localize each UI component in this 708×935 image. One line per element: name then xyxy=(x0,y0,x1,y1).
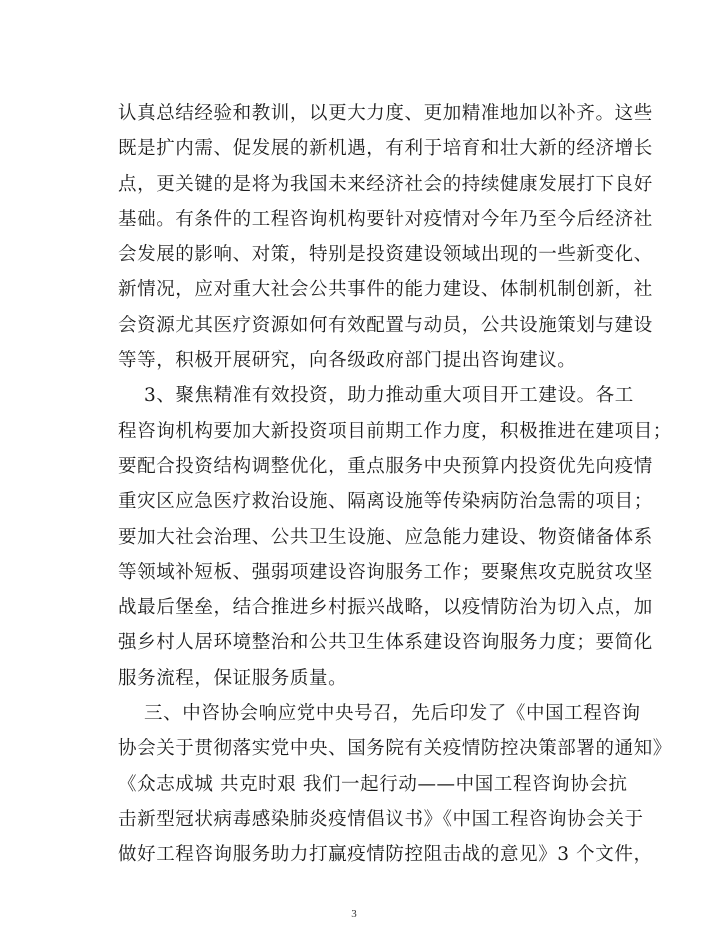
text-line: 会资源尤其医疗资源如何有效配置与动员，公共设施策划与建设 xyxy=(118,314,653,336)
text-line: 要加大社会治理、公共卫生设施、应急能力建设、物资储备体系 xyxy=(118,526,653,548)
body-text xyxy=(118,96,672,873)
text-line: 协会关于贯彻落实党中央、国务院有关疫情防控决策部署的通知》 xyxy=(118,738,672,760)
text-line: 战最后堡垒，结合推进乡村振兴战略，以疫情防治为切入点，加 xyxy=(118,597,653,619)
text-line: 击新型冠状病毒感染肺炎疫情倡议书》《中国工程咨询协会关于 xyxy=(118,808,644,830)
text-line: 做好工程咨询服务助力打赢疫情防控阻击战的意见》3 个文件， xyxy=(118,844,653,866)
text-line: 认真总结经验和教训，以更大力度、更加精准地加以补齐。这些 xyxy=(118,103,653,124)
text-line: 等领域补短板、强弱项建设咨询服务工作；要聚焦攻克脱贫攻坚 xyxy=(118,561,653,583)
text-line: 等等，积极开展研究，向各级政府部门提出咨询建议。 xyxy=(118,350,577,372)
text-line: 重灾区应急医疗救治设施、隔离设施等传染病防治急需的项目； xyxy=(118,491,653,513)
text-line: 程咨询机构要加大新投资项目前期工作力度，积极推进在建项目； xyxy=(118,420,672,442)
text-line: 强乡村人居环境整治和公共卫生体系建设咨询服务力度；要简化 xyxy=(118,632,653,654)
text-line: 服务流程，保证服务质量。 xyxy=(118,667,348,689)
text-line: 既是扩内需、促发展的新机遇，有利于培育和壮大新的经济增长 xyxy=(118,138,653,160)
text-line: 《众志成城 共克时艰 我们一起行动——中国工程咨询协会抗 xyxy=(118,773,628,795)
paragraph-start-line: 三、中咨协会响应党中央号召，先后印发了《中国工程咨询 xyxy=(144,703,641,725)
page-number: 3 xyxy=(351,908,357,920)
text-line: 新情况，应对重大社会公共事件的能力建设、体制机制创新，社 xyxy=(118,279,653,301)
text-line: 要配合投资结构调整优化，重点服务中央预算内投资优先向疫情 xyxy=(118,455,653,477)
paragraph-start-line: 3、聚焦精准有效投资，助力推动重大项目开工建设。各工 xyxy=(144,385,634,407)
text-line: 基础。有条件的工程咨询机构要针对疫情对今年乃至今后经济社 xyxy=(118,208,653,230)
text-line: 会发展的影响、对策，特别是投资建设领域出现的一些新变化、 xyxy=(118,244,653,266)
text-line: 点，更关键的是将为我国未来经济社会的持续健康发展打下良好 xyxy=(118,173,653,195)
